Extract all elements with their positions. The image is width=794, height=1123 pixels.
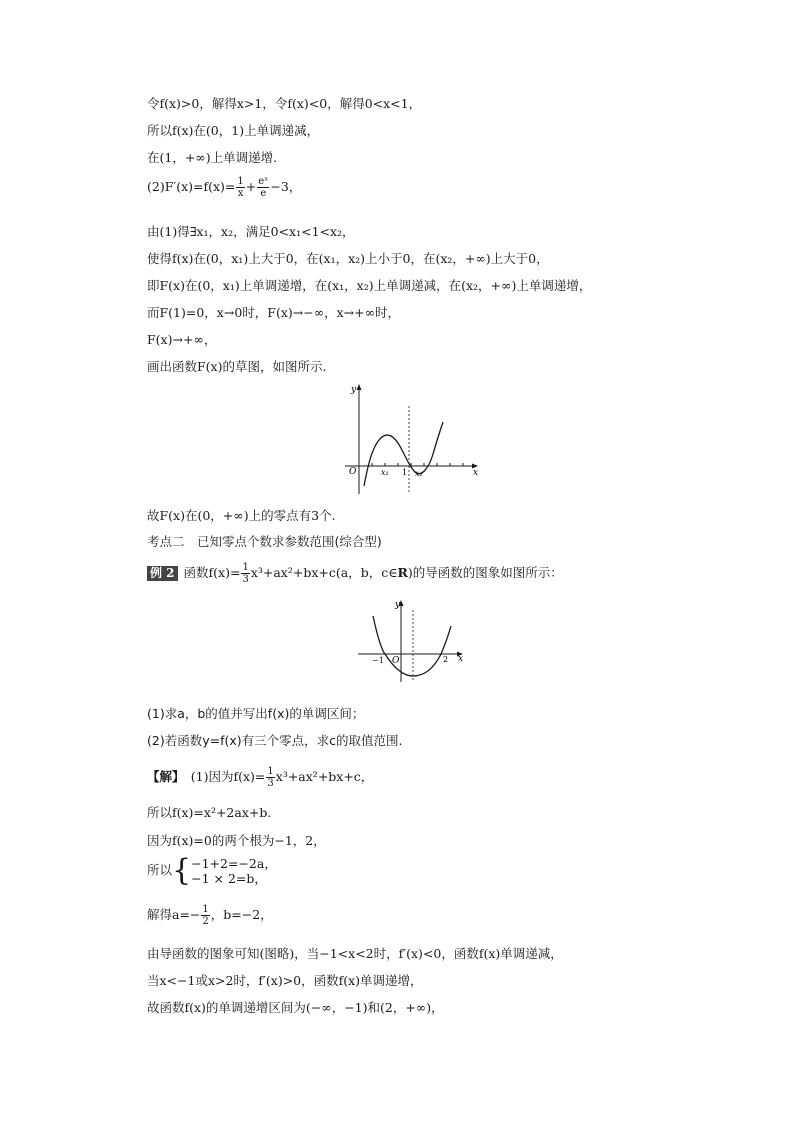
line-9: F(x)→+∞， <box>147 332 217 347</box>
line-1: 令f(x)>0，解得x>1，令f(x)<0，解得0<x<1， <box>147 96 422 111</box>
line-3: 在(1，+∞)上单调递增. <box>147 150 278 165</box>
fraction-numerator: 1 <box>237 176 244 187</box>
line-4-start: (2)F′(x)=f(x)= <box>147 179 236 194</box>
example-text-middle: x³+ax²+bx+c(a，b，c∈ <box>250 565 398 580</box>
real-set-symbol: R <box>397 565 408 580</box>
fraction-numerator: eˣ <box>258 176 269 187</box>
two-label: 2 <box>443 655 449 664</box>
line-7: 即F(x)在(0，x₁)上单调递增，在(x₁，x₂)上单调递减，在(x₂，+∞)上单调递增， <box>147 278 592 293</box>
solution-line-3: 因为f(x)=0的两个根为−1，2， <box>147 833 326 848</box>
figure-2-derivative-graph <box>355 596 470 686</box>
x-axis-label: x <box>473 468 479 478</box>
example-text-start: 函数f(x)= <box>183 565 241 580</box>
system-label: 所以 <box>147 862 173 878</box>
section-heading: 考点二 已知零点个数求参数范围(综合型) <box>147 534 382 549</box>
solution-line-5 <box>147 904 273 927</box>
equation-system <box>191 856 277 886</box>
solution-line-8: 故函数f(x)的单调递增区间为(−∞，−1)和(2，+∞)， <box>147 1000 444 1015</box>
fraction-1-over-3 <box>266 766 274 789</box>
origin-label: O <box>392 656 400 666</box>
fraction-ex-over-e <box>257 176 269 199</box>
equation-1: −1+2=−2a， <box>191 856 277 871</box>
origin-label: O <box>349 467 357 477</box>
example-badge: 例 2 <box>147 566 178 581</box>
fraction-denominator: 3 <box>267 778 274 789</box>
question-2: (2)若函数y=f(x)有三个零点，求c的取值范围. <box>147 733 403 748</box>
parabola-f-prime <box>373 616 451 676</box>
line-5: 由(1)得∃x₁，x₂，满足0<x₁<1<x₂， <box>147 224 355 239</box>
equation-2: −1 × 2=b， <box>191 871 267 886</box>
example-text-end: )的导函数的图象如图所示： <box>407 565 563 580</box>
y-axis-label: y <box>351 385 357 395</box>
line-6: 使得f(x)在(0，x₁)上大于0，在(x₁，x₂)上小于0，在(x₂，+∞)上大于0， <box>147 251 549 266</box>
fraction-denominator: 2 <box>202 916 209 927</box>
fraction-numerator: 1 <box>242 562 249 573</box>
left-brace: { <box>172 853 192 888</box>
fraction-1-over-2 <box>201 904 209 927</box>
y-axis-arrow <box>357 384 362 390</box>
solution-label: 【解】 <box>147 769 179 784</box>
plus-sign: + <box>245 179 257 194</box>
solution-text-start: (1)因为f(x)= <box>178 769 266 784</box>
solution-line-6: 由导函数的图象可知(图略)，当−1<x<2时，f′(x)<0，函数f(x)单调递减， <box>147 946 563 961</box>
x2-label: x₂ <box>415 469 423 478</box>
fraction-denominator: 3 <box>242 574 249 585</box>
fraction-denominator: x <box>237 188 244 199</box>
fraction-1-over-x <box>236 176 244 199</box>
neg-one-label: −1 <box>372 656 384 665</box>
y-axis-label: y <box>395 600 401 610</box>
solution-line-2: 所以f(x)=x²+2ax+b. <box>147 805 272 820</box>
solution-5-start: 解得a=− <box>147 907 201 922</box>
question-1: (1)求a，b的值并写出f(x)的单调区间； <box>147 706 365 721</box>
solution-line-1 <box>147 766 373 789</box>
fraction-numerator: 1 <box>202 904 209 915</box>
figure-1-sketch <box>339 378 484 498</box>
one-label: 1 <box>402 468 408 477</box>
x-axis-label: x <box>458 654 464 664</box>
fraction-1-over-3 <box>241 562 249 585</box>
example-2-statement <box>147 562 563 585</box>
line-10: 画出函数F(x)的草图，如图所示. <box>147 359 327 374</box>
solution-line-4 <box>147 853 277 888</box>
line-11: 故F(x)在(0，+∞)上的零点有3个. <box>147 508 336 523</box>
line-4 <box>147 176 301 199</box>
line-4-end: −3， <box>270 179 302 194</box>
x1-label: x₁ <box>381 468 389 477</box>
solution-5-end: ，b=−2， <box>210 907 273 922</box>
fraction-numerator: 1 <box>267 766 274 777</box>
solution-line-7: 当x<−1或x>2时，f′(x)>0，函数f(x)单调递增， <box>147 973 423 988</box>
line-2: 所以f(x)在(0，1)上单调递减， <box>147 123 320 138</box>
solution-text-end: x³+ax²+bx+c， <box>275 769 374 784</box>
fraction-denominator: e <box>260 188 267 199</box>
line-8: 而F(1)=0，x→0时，F(x)→−∞，x→+∞时， <box>147 305 401 320</box>
